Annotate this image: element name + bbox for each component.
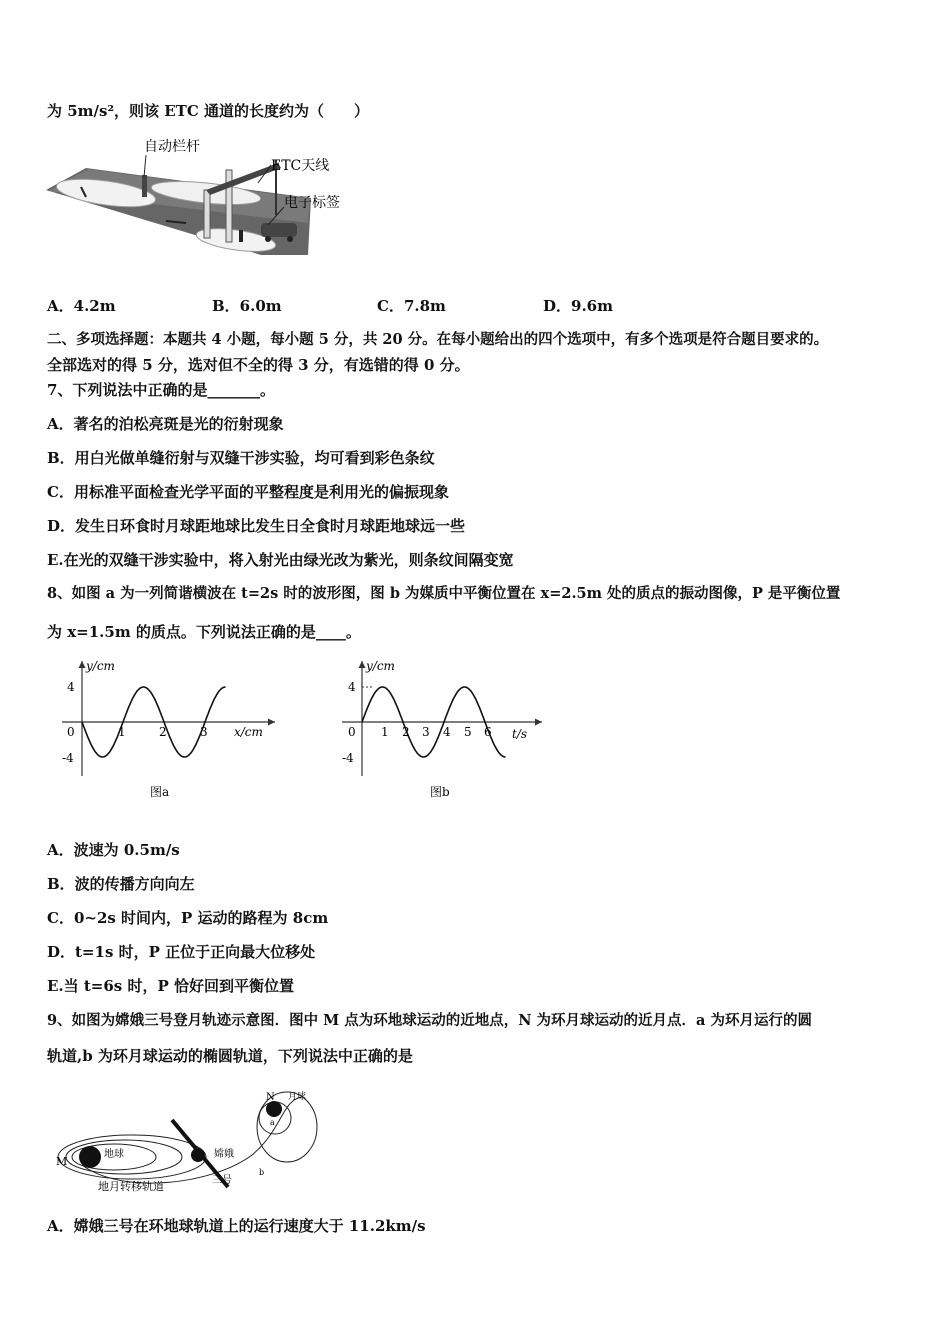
graph-b-xtick-0: 0 (348, 725, 356, 739)
q9-stem-line1: 9、如图为嫦娥三号登月轨迹示意图．图中 M 点为环地球运动的近地点，N 为环月球运动的近月点．a 为环月运行的圆 (47, 1012, 812, 1029)
vibration-graph-b (330, 656, 550, 806)
graph-b-ylabel: y/cm (366, 659, 395, 673)
q8-stem-line2: 为 x=1.5m 的质点。下列说法正确的是____。 (47, 623, 361, 641)
section2-heading-line1: 二、多项选择题：本题共 4 小题，每小题 5 分，共 20 分。在每小题给出的四个选项中，有多个选项是符合题目要求的。 (47, 331, 829, 348)
section2-heading-line2: 全部选对的得 5 分，选对但不全的得 3 分，有选错的得 0 分。 (47, 356, 470, 374)
moon-icon (266, 1101, 282, 1117)
q8-option-c[interactable]: C．0~2s 时间内，P 运动的路程为 8cm (47, 909, 329, 927)
moon-label: 月球 (288, 1092, 307, 1102)
wave-graph-a (50, 656, 290, 806)
craft-label-bottom: 三号 (212, 1175, 232, 1186)
graph-b-xtick-2: 2 (402, 725, 410, 739)
q7-option-a[interactable]: A．著名的泊松亮斑是光的衍射现象 (47, 415, 284, 433)
q9-stem-line2: 轨道,b 为环月球运动的椭圆轨道，下列说法中正确的是 (47, 1047, 413, 1065)
etc-antenna-label: ETC天线 (271, 158, 330, 174)
q6-option-d[interactable]: D．9.6m (543, 297, 613, 315)
graph-b-caption: 图b (430, 785, 450, 799)
graph-a-xtick-2: 2 (159, 725, 167, 739)
q6-option-b[interactable]: B．6.0m (212, 297, 282, 315)
etc-tag-label: 电子标签 (284, 195, 340, 211)
point-m-label: M (56, 1155, 68, 1168)
graph-a-caption: 图a (150, 785, 170, 799)
graph-b-xtick-4: 4 (443, 725, 451, 739)
graph-b-ytick-pos: 4 (348, 680, 356, 694)
q8-stem-line1: 8、如图 a 为一列简谐横波在 t=2s 时的波形图，图 b 为媒质中平衡位置在 x=2.5m 处的质点的振动图像，P 是平衡位置 (47, 585, 841, 602)
q7-option-e[interactable]: E.在光的双缝干涉实验中，将入射光由绿光改为紫光，则条纹间隔变宽 (47, 551, 514, 569)
point-n-label: N (266, 1092, 275, 1103)
graph-b-xtick-1: 1 (381, 725, 389, 739)
change3-trajectory-figure (52, 1085, 322, 1197)
q6-option-a[interactable]: A．4.2m (47, 297, 116, 315)
q7-option-c[interactable]: C．用标准平面检查光学平面的平整程度是利用光的偏振现象 (47, 483, 449, 501)
orbit-a-label: a (270, 1118, 275, 1127)
q8-option-a[interactable]: A．波速为 0.5m/s (47, 841, 180, 859)
q6-option-c[interactable]: C．7.8m (377, 297, 446, 315)
etc-gate-label: 自动栏杆 (144, 139, 200, 155)
q7-stem: 7、下列说法中正确的是_______。 (47, 381, 275, 399)
q8-option-e[interactable]: E.当 t=6s 时，P 恰好回到平衡位置 (47, 977, 294, 995)
graph-a-xtick-0: 0 (67, 725, 75, 739)
earth-label: 地球 (104, 1149, 124, 1160)
graph-a-xlabel: x/cm (234, 725, 263, 739)
graph-b-xtick-5: 5 (464, 725, 472, 739)
graph-a-xtick-3: 3 (200, 725, 208, 739)
orbit-b-label: b (259, 1168, 265, 1177)
graph-b-xtick-6: 6 (484, 725, 492, 739)
graph-b-ytick-neg: -4 (342, 751, 354, 765)
graph-b-xlabel: t/s (512, 727, 528, 741)
q9-option-a[interactable]: A．嫦娥三号在环地球轨道上的运行速度大于 11.2km/s (47, 1217, 426, 1235)
graph-a-ylabel: y/cm (86, 659, 115, 673)
earth-icon (79, 1146, 101, 1168)
graph-a-ytick-pos: 4 (67, 680, 75, 694)
graph-a-ytick-neg: -4 (62, 751, 74, 765)
craft-label-top: 嫦娥 (214, 1149, 234, 1160)
graph-a-xtick-1: 1 (118, 725, 126, 739)
transfer-orbit-label: 地月转移轨道 (98, 1180, 164, 1193)
q6-stem-tail: 为 5m/s²，则该 ETC 通道的长度约为（ ） (47, 102, 370, 120)
q8-option-b[interactable]: B．波的传播方向向左 (47, 875, 195, 893)
graph-b-xtick-3: 3 (422, 725, 430, 739)
q7-option-b[interactable]: B．用白光做单缝衍射与双缝干涉实验，均可看到彩色条纹 (47, 449, 435, 467)
q7-option-d[interactable]: D．发生日环食时月球距地球比发生日全食时月球距地球远一些 (47, 517, 466, 535)
etc-lane-figure (46, 135, 346, 270)
q8-option-d[interactable]: D．t=1s 时，P 正位于正向最大位移处 (47, 943, 316, 961)
